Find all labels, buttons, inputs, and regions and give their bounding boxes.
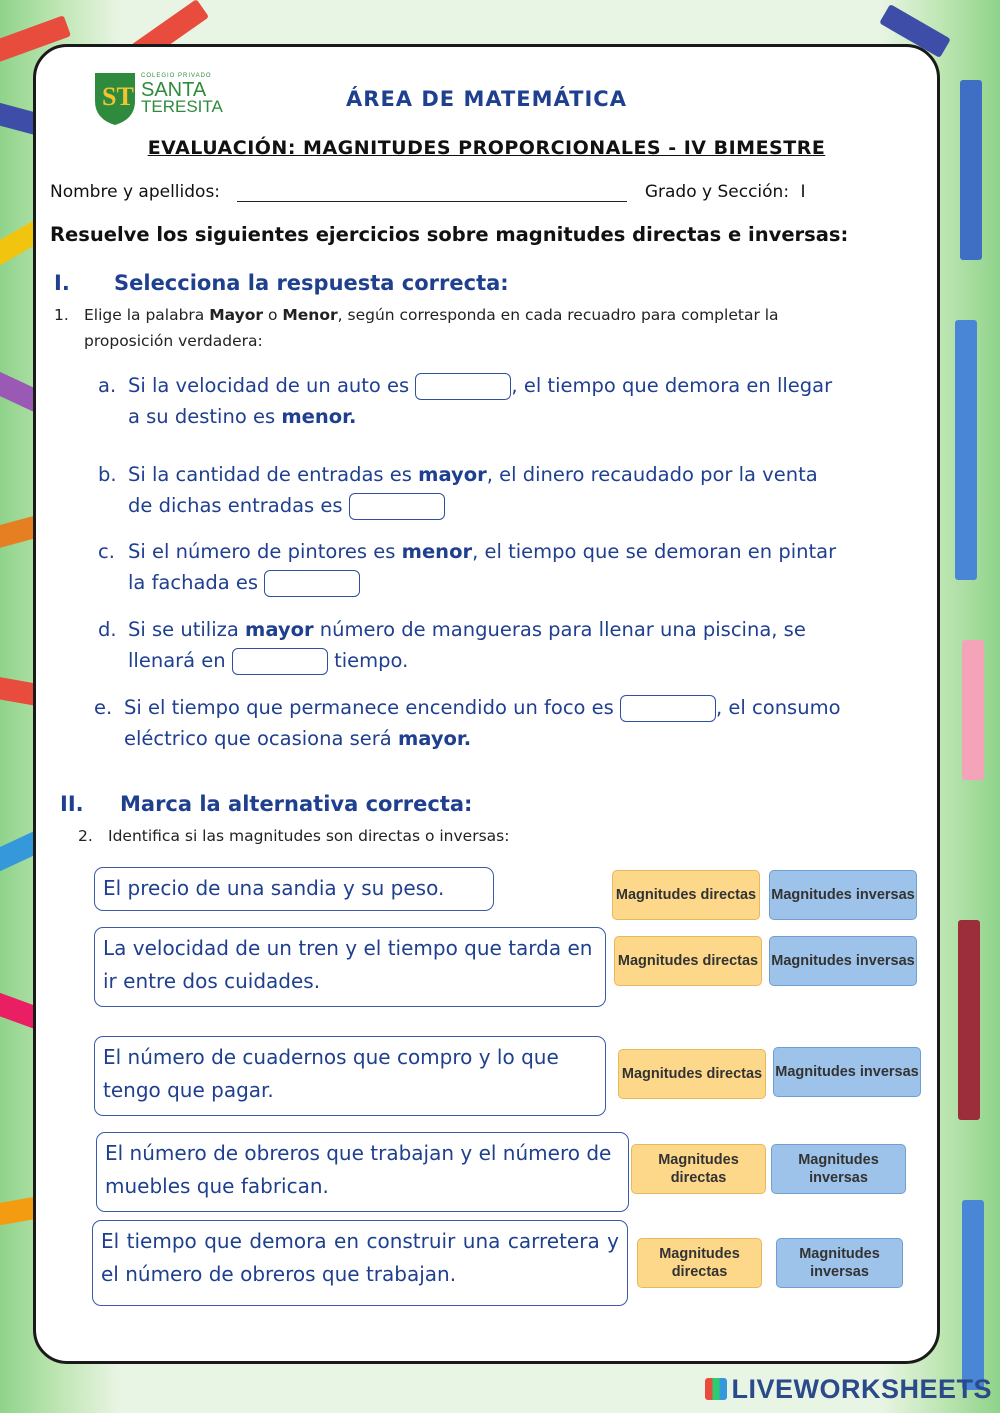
item-c xyxy=(98,536,836,598)
item-text: llenará en xyxy=(128,649,232,672)
statement-2: La velocidad de un tren y el tiempo que tarda en ir entre dos cuidades. xyxy=(94,927,606,1007)
q1-text-line2: proposición verdadera: xyxy=(84,332,263,350)
grade-value: I xyxy=(800,182,806,202)
item-e xyxy=(94,692,841,754)
item-text: , el tiempo que demora en llegar xyxy=(511,374,833,397)
q1-number: 1. xyxy=(54,306,69,324)
question-1 xyxy=(54,302,854,354)
option-direct-1[interactable]: Magnitudes directas xyxy=(612,870,760,920)
statement-4: El número de obreros que trabajan y el número de muebles que fabrican. xyxy=(96,1132,629,1212)
option-direct-4[interactable]: Magnitudes directas xyxy=(631,1144,766,1194)
section-2-title: Marca la alternativa correcta: xyxy=(120,792,473,816)
statement-5: El tiempo que demora en construir una carretera y el número de obreros que trabajan. xyxy=(92,1220,628,1306)
q1-bold-menor: Menor xyxy=(282,306,338,324)
option-inverse-5[interactable]: Magnitudes inversas xyxy=(776,1238,903,1288)
item-bold: mayor. xyxy=(397,727,472,750)
item-text: eléctrico que ocasiona será xyxy=(124,727,398,750)
option-direct-3[interactable]: Magnitudes directas xyxy=(618,1049,766,1099)
item-text: , el dinero recaudado por la venta xyxy=(486,463,818,486)
item-d xyxy=(98,614,806,676)
section-2-roman: II. xyxy=(60,792,84,816)
item-b xyxy=(98,459,818,521)
section-1-roman: I. xyxy=(54,271,70,295)
item-letter: b. xyxy=(98,463,117,486)
item-text: tiempo. xyxy=(327,649,409,672)
answer-box-e[interactable] xyxy=(620,695,716,722)
item-bold: mayor xyxy=(418,463,487,486)
option-inverse-3[interactable]: Magnitudes inversas xyxy=(773,1047,921,1097)
liveworksheets-logo xyxy=(705,1374,992,1405)
svg-text:ST: ST xyxy=(102,82,134,111)
item-text: Si la velocidad de un auto es xyxy=(128,374,416,397)
section-2-heading xyxy=(60,792,472,816)
section-1-heading xyxy=(54,271,509,295)
item-text: Si se utiliza xyxy=(128,618,245,641)
answer-box-c[interactable] xyxy=(264,570,360,597)
item-letter: d. xyxy=(98,618,117,641)
item-text: la fachada es xyxy=(128,571,265,594)
option-direct-5[interactable]: Magnitudes directas xyxy=(637,1238,762,1288)
school-name-2: TERESITA xyxy=(141,97,223,116)
q1-text-or: o xyxy=(263,306,283,324)
item-bold: menor xyxy=(401,540,473,563)
item-text: , el tiempo que se demoran en pintar xyxy=(472,540,837,563)
item-text: Si la cantidad de entradas es xyxy=(128,463,419,486)
option-direct-2[interactable]: Magnitudes directas xyxy=(614,936,762,986)
school-small-text: COLEGIO PRIVADO xyxy=(141,73,212,79)
evaluation-title: EVALUACIÓN: MAGNITUDES PROPORCIONALES - IV BIMESTRE xyxy=(147,137,826,159)
q2-text: Identifica si las magnitudes son directas o inversas: xyxy=(108,827,510,845)
question-2 xyxy=(78,823,509,849)
section-1-title: Selecciona la respuesta correcta: xyxy=(114,271,509,295)
q1-text-rest: , según corresponda en cada recuadro para completar la xyxy=(337,306,779,324)
item-text: Si el tiempo que permanece encendido un foco es xyxy=(124,696,621,719)
item-letter: e. xyxy=(94,696,113,719)
item-text: número de mangueras para llenar una piscina, se xyxy=(313,618,806,641)
item-letter: a. xyxy=(98,374,117,397)
grade-label: Grado y Sección: xyxy=(644,182,790,202)
item-bold: menor. xyxy=(281,405,357,428)
q1-bold-mayor: Mayor xyxy=(209,306,264,324)
option-inverse-2[interactable]: Magnitudes inversas xyxy=(769,936,917,986)
name-line xyxy=(50,182,930,202)
liveworksheets-icon xyxy=(705,1378,727,1400)
worksheet xyxy=(33,44,940,1364)
option-inverse-1[interactable]: Magnitudes inversas xyxy=(769,870,917,920)
item-text: Si el número de pintores es xyxy=(128,540,402,563)
q2-number: 2. xyxy=(78,827,93,845)
name-label: Nombre y apellidos: xyxy=(50,182,221,202)
item-a xyxy=(98,370,832,432)
statement-3: El número de cuadernos que compro y lo que tengo que pagar. xyxy=(94,1036,606,1116)
school-name-1: SANTA xyxy=(141,79,207,101)
item-text: , el consumo xyxy=(716,696,841,719)
statement-1: El precio de una sandia y su peso. xyxy=(94,867,494,911)
name-input[interactable] xyxy=(237,185,627,202)
item-text: a su destino es xyxy=(128,405,282,428)
option-inverse-4[interactable]: Magnitudes inversas xyxy=(771,1144,906,1194)
item-bold: mayor xyxy=(245,618,314,641)
liveworksheets-brand: LIVEWORKSHEETS xyxy=(731,1374,992,1404)
answer-box-d[interactable] xyxy=(232,648,328,675)
area-title: ÁREA DE MATEMÁTICA xyxy=(346,87,627,111)
item-text: de dichas entradas es xyxy=(128,494,349,517)
item-letter: c. xyxy=(98,540,115,563)
answer-box-b[interactable] xyxy=(349,493,445,520)
q1-text: Elige la palabra xyxy=(84,306,210,324)
instruction: Resuelve los siguientes ejercicios sobre magnitudes directas e inversas: xyxy=(50,223,849,246)
answer-box-a[interactable] xyxy=(415,373,511,400)
